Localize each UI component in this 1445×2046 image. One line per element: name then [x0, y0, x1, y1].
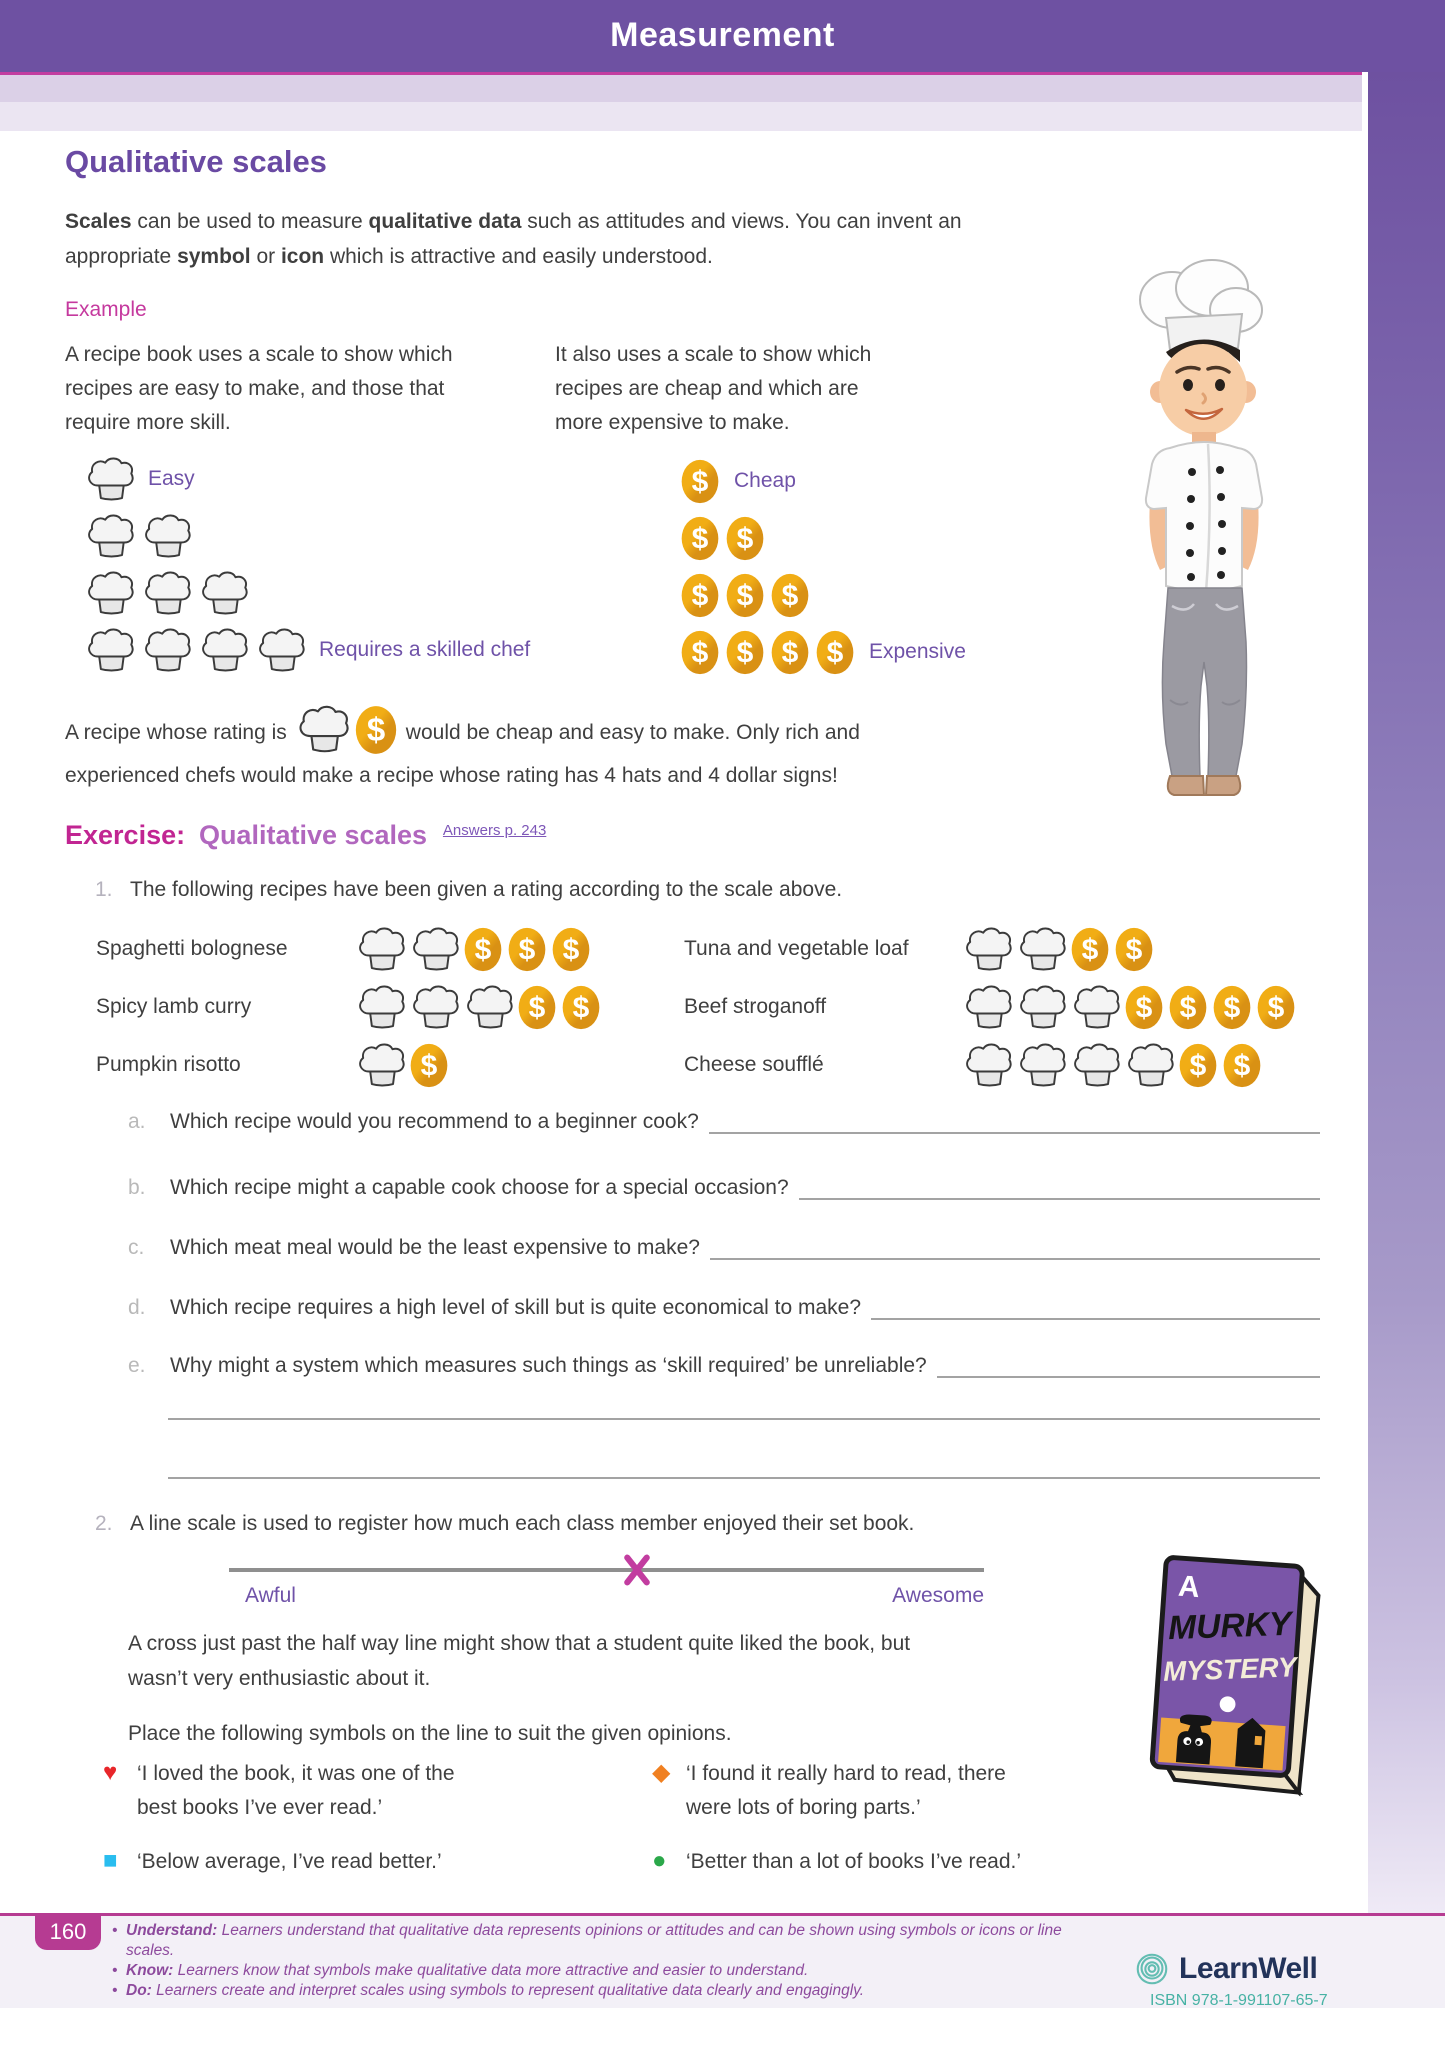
dollar-coin-icon [1222, 1042, 1262, 1089]
svg-text:$: $ [691, 465, 709, 498]
hat-scale-row [84, 456, 530, 502]
dollar-coin-icon [725, 572, 765, 619]
question-letter: a. [128, 1110, 146, 1133]
recipe-name: Tuna and vegetable loaf [684, 937, 909, 960]
dollar-coin-icon [1070, 926, 1110, 973]
question-2-instruction: Place the following symbols on the line to suit the given opinions. [128, 1722, 732, 1745]
answer-line [168, 1451, 1320, 1479]
coin-scale-row [680, 458, 966, 504]
dollar-coin-icon [507, 926, 547, 973]
chef-hat-icon [355, 1042, 405, 1088]
recipe-rating-row [684, 920, 1296, 978]
svg-text:$: $ [420, 1049, 438, 1082]
header-accent-rule [0, 72, 1362, 75]
scale-label-easy: Easy [148, 467, 195, 490]
chef-hat-icon [1016, 984, 1066, 1030]
question-text: Why might a system which measures such things as ‘skill required’ be unreliable? [170, 1354, 927, 1377]
dollar-coin-icon [1212, 984, 1252, 1031]
chef-hat-icon [141, 513, 191, 559]
answer-line [709, 1102, 1320, 1134]
question-text: Which recipe requires a high level of skill but is quite economical to make? [170, 1296, 862, 1319]
exercise-label: Exercise: [65, 820, 186, 850]
note-prefix: A recipe whose rating is [65, 721, 287, 744]
chef-hat-icon [141, 627, 191, 673]
svg-text:$: $ [474, 933, 492, 966]
opinion-diamond [652, 1757, 1051, 1825]
example-right-text: It also uses a scale to show which recipes are cheap and which are more expensive to make. [555, 343, 872, 434]
isbn-text: ISBN 978-1-991107-65-7 [1150, 1992, 1328, 2009]
chef-hat-icon [1016, 926, 1066, 972]
chef-hat-icon [84, 570, 134, 616]
heart-icon: ♥ [103, 1759, 118, 1786]
page-number-badge: 160 [35, 1913, 101, 1950]
line-scale [229, 1552, 984, 1616]
opinion-text: ‘I loved the book, it was one of the best books I’ve ever read.’ [137, 1762, 455, 1819]
chef-hat-icon [962, 1042, 1012, 1088]
svg-text:$: $ [528, 991, 546, 1024]
book-title-line2: MURKY [1167, 1605, 1293, 1648]
chef-hat-icon [84, 627, 134, 673]
question-2-text: A line scale is used to register how much each class member enjoyed their set book. [130, 1512, 915, 1535]
dollar-coin-icon [725, 629, 765, 676]
dollar-coin-icon [1114, 926, 1154, 973]
svg-text:$: $ [736, 636, 754, 669]
chef-hat-icon [84, 513, 134, 559]
circle-icon: ● [652, 1847, 667, 1874]
opinion-text: ‘Better than a lot of books I’ve read.’ [686, 1850, 1022, 1873]
exercise-heading [65, 820, 546, 851]
goal-do: • Do: Learners create and interpret scales using symbols to represent qualitative data clearly and engagingly. [112, 1982, 865, 1999]
question-1-text: The following recipes have been given a rating according to the scale above. [130, 878, 843, 901]
svg-text:$: $ [1179, 991, 1197, 1024]
question-2 [95, 1512, 914, 1536]
recipe-rating-row [96, 978, 601, 1036]
svg-text:$: $ [518, 933, 536, 966]
page-header-band [0, 0, 1445, 72]
dollar-coin-icon [1178, 1042, 1218, 1089]
recipe-rating-row [684, 978, 1296, 1036]
chef-hat-icon [84, 456, 134, 502]
question-1 [95, 878, 842, 902]
answer-line [168, 1392, 1320, 1420]
publisher-logo [1133, 1950, 1317, 1988]
question-2-paragraph: A cross just past the half way line might show that a student quite liked the book, but wasn’t very enthusiastic about it. [128, 1632, 911, 1690]
coin-scale-row [680, 629, 966, 675]
svg-text:$: $ [1189, 1049, 1207, 1082]
dollar-coin-icon [517, 984, 557, 1031]
svg-text:$: $ [781, 579, 799, 612]
chef-hat-icon [962, 984, 1012, 1030]
book-title-line3: MYSTERY [1162, 1651, 1298, 1687]
chef-hat-icon [409, 926, 459, 972]
note-suffix: would be cheap and easy to make. Only rich and experienced chefs would make a recipe whose rating has 4 hats and 4 dollar signs! [65, 721, 860, 787]
dollar-coin-icon [815, 629, 855, 676]
question-letter: c. [128, 1236, 145, 1259]
question-text: Which meat meal would be the least expensive to make? [170, 1236, 700, 1259]
question-number: 2. [95, 1512, 113, 1535]
svg-text:$: $ [1267, 991, 1285, 1024]
recipe-rating-row [96, 1036, 601, 1094]
chef-hat-icon [295, 704, 349, 754]
svg-text:$: $ [572, 991, 590, 1024]
svg-text:$: $ [366, 711, 385, 748]
chef-hat-icon [198, 627, 248, 673]
svg-text:$: $ [1233, 1049, 1251, 1082]
dollar-coin-icon [680, 572, 720, 619]
dollar-coin-icon [680, 515, 720, 562]
svg-text:$: $ [781, 636, 799, 669]
chef-hat-icon [355, 926, 405, 972]
opinion-text: ‘Below average, I’ve read better.’ [137, 1850, 442, 1873]
question-number: 1. [95, 878, 113, 901]
scale-line [229, 1568, 984, 1572]
question-text: Which recipe might a capable cook choose for a special occasion? [170, 1176, 789, 1199]
sub-question-d [128, 1286, 1320, 1320]
example-label: Example [65, 298, 147, 321]
intro-paragraph: Scales can be used to measure qualitative data such as attitudes and views. You can invent an appropriate symbol or icon which is attractive and easily understood. [65, 210, 962, 268]
answer-line [937, 1346, 1320, 1378]
coin-scale-row [680, 515, 966, 561]
right-edge-gradient-strip [1368, 0, 1445, 1913]
mystery-book-illustration [1142, 1552, 1330, 1814]
answers-page-link[interactable]: Answers p. 243 [442, 822, 547, 839]
dollar-coin-icon [561, 984, 601, 1031]
goal-know: • Know: Learners know that symbols make qualitative data more attractive and easier to understand. [112, 1962, 809, 1979]
coin-scale-row [680, 572, 966, 618]
example-left-text: A recipe book uses a scale to show which recipes are easy to make, and those that require more skill. [65, 343, 453, 434]
section-title: Qualitative scales [65, 144, 327, 179]
svg-text:$: $ [1125, 933, 1143, 966]
recipe-name: Spicy lamb curry [96, 995, 252, 1018]
chef-hat-icon [198, 570, 248, 616]
chef-hat-icon [463, 984, 513, 1030]
chef-hat-icon [141, 570, 191, 616]
chef-hat-icon [1016, 1042, 1066, 1088]
sub-question-c [128, 1226, 1320, 1260]
dollar-coin-icon [680, 458, 720, 505]
chapter-title: Measurement [610, 16, 835, 54]
svg-text:$: $ [1081, 933, 1099, 966]
svg-text:$: $ [691, 636, 709, 669]
publisher-name: LearnWell [1179, 1952, 1318, 1985]
header-band-lighter [0, 102, 1362, 131]
chef-hat-icon [1070, 1042, 1120, 1088]
dollar-coin-icon [551, 926, 591, 973]
scale-label-awesome: Awesome [892, 1584, 984, 1607]
example-note [65, 704, 950, 796]
question-letter: b. [128, 1176, 146, 1199]
opinion-heart [103, 1757, 482, 1825]
learning-goals [112, 1921, 1072, 2001]
opinion-square [103, 1845, 442, 1879]
dollar-coin-icon [725, 515, 765, 562]
opinion-circle [652, 1845, 1021, 1879]
answer-line [710, 1228, 1320, 1260]
header-band-light [0, 75, 1362, 102]
svg-text:$: $ [826, 636, 844, 669]
diamond-icon: ◆ [652, 1759, 671, 1786]
recipe-rating-row [684, 1036, 1296, 1094]
question-letter: d. [128, 1296, 146, 1319]
recipe-name: Pumpkin risotto [96, 1053, 241, 1076]
dollar-coin-icon [1256, 984, 1296, 1031]
chef-hat-icon [255, 627, 305, 673]
ratings-left-column [96, 920, 601, 1094]
svg-text:$: $ [1135, 991, 1153, 1024]
cross-mark-icon [622, 1551, 652, 1589]
sub-question-a [128, 1100, 1320, 1134]
svg-text:$: $ [736, 579, 754, 612]
svg-text:$: $ [562, 933, 580, 966]
hat-scale-row [84, 627, 530, 673]
dollar-coin-icon [354, 704, 398, 756]
answer-line [871, 1288, 1320, 1320]
dollar-coin-icon [770, 572, 810, 619]
recipe-name: Beef stroganoff [684, 995, 827, 1018]
sub-question-b [128, 1166, 1320, 1200]
chef-hat-icon [1124, 1042, 1174, 1088]
svg-text:$: $ [1223, 991, 1241, 1024]
chef-hat-icon [355, 984, 405, 1030]
recipe-rating-row [96, 920, 601, 978]
scale-label-awful: Awful [245, 1584, 296, 1607]
chef-illustration [1100, 252, 1300, 812]
footer-rule [0, 1913, 1445, 1916]
dollar-coin-icon [409, 1042, 449, 1089]
exercise-title: Qualitative scales [198, 820, 428, 850]
book-title-line1: A [1177, 1569, 1201, 1605]
answer-line [799, 1168, 1320, 1200]
learnwell-spiral-icon [1133, 1950, 1171, 1988]
goal-understand: • Understand: Learners understand that qualitative data represents opinions or attitudes and can be shown using symbols or icons or line scales. [112, 1922, 1062, 1959]
dollar-coin-icon [1124, 984, 1164, 1031]
dollar-coin-icon [463, 926, 503, 973]
hat-scale-row [84, 513, 530, 559]
svg-text:$: $ [691, 579, 709, 612]
chef-hat-icon [962, 926, 1012, 972]
recipe-name: Cheese soufflé [684, 1053, 824, 1076]
svg-text:$: $ [691, 522, 709, 555]
scale-label-expensive: Expensive [869, 640, 966, 663]
hat-scale-row [84, 570, 530, 616]
ratings-right-column [684, 920, 1296, 1094]
hat-rating-scale [84, 456, 530, 684]
svg-text:$: $ [736, 522, 754, 555]
chef-hat-icon [409, 984, 459, 1030]
question-letter: e. [128, 1354, 146, 1377]
question-text: Which recipe would you recommend to a beginner cook? [170, 1110, 699, 1133]
sub-question-e [128, 1344, 1320, 1378]
chef-hat-icon [1070, 984, 1120, 1030]
square-icon: ■ [103, 1847, 118, 1874]
opinion-text: ‘I found it really hard to read, there were lots of boring parts.’ [686, 1762, 1006, 1819]
recipe-name: Spaghetti bolognese [96, 937, 288, 960]
scale-label-cheap: Cheap [734, 469, 796, 492]
dollar-coin-icon [680, 629, 720, 676]
dollar-rating-scale [680, 458, 966, 686]
dollar-coin-icon [1168, 984, 1208, 1031]
dollar-coin-icon [770, 629, 810, 676]
scale-label-skilled: Requires a skilled chef [319, 638, 531, 661]
